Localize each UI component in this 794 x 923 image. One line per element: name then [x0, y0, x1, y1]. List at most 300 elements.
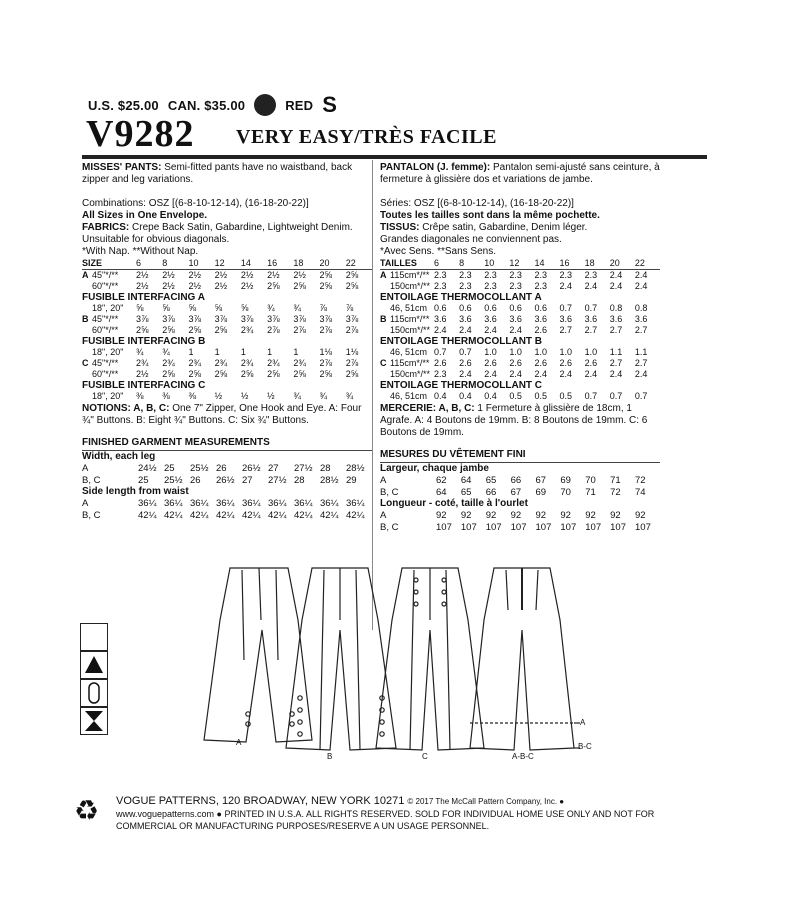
empty-box-icon — [80, 623, 108, 651]
table-cell: 2½ — [136, 270, 149, 280]
fabric-width: 18", 20" — [92, 303, 124, 313]
section-title: FUSIBLE INTERFACING A — [82, 292, 205, 303]
table-cell: 3⅞ — [188, 314, 201, 324]
table-row — [82, 270, 372, 282]
table-cell: 2½ — [240, 270, 254, 280]
table-cell: 2⅝ — [162, 325, 175, 335]
table-cell: 66 — [510, 475, 522, 486]
footer-line-1 — [116, 795, 564, 807]
table-row — [380, 303, 660, 314]
table-cell: 28 — [294, 474, 305, 486]
fabric-width: 60"*/** — [92, 281, 119, 291]
table-cell: 24½ — [138, 463, 157, 474]
table-cell: 2⅞ — [293, 325, 306, 335]
table-cell: 2.4 — [559, 369, 573, 379]
table-cell: 2.6 — [534, 358, 547, 368]
table-cell: 42¼ — [242, 509, 261, 521]
table-cell: 0.6 — [509, 303, 522, 313]
table-cell: 92 — [585, 510, 596, 521]
table-cell: 64 — [460, 475, 472, 486]
table-cell: 2.4 — [459, 369, 472, 379]
fabric-width: 115cm*/** — [390, 358, 430, 368]
table-cell: 92 — [610, 510, 621, 521]
table-cell: 72 — [635, 475, 646, 486]
table-cell: 2⅞ — [345, 358, 359, 368]
table-cell: 3⅞ — [345, 314, 359, 324]
view-letter — [82, 325, 92, 336]
table-cell: 2.3 — [509, 281, 522, 291]
en-description — [82, 162, 372, 186]
table-cell: 2⅝ — [136, 325, 149, 335]
table-cell: 36¼ — [268, 498, 287, 509]
table-cell: 3.6 — [534, 314, 547, 324]
fr-fabrics-label: TISSUS: — [380, 222, 420, 233]
table-row — [380, 358, 660, 369]
table-cell: 2¾ — [214, 358, 228, 368]
table-cell: 27 — [242, 474, 253, 486]
table-cell: ⅞ — [319, 303, 328, 313]
table-cell: 0.5 — [534, 391, 547, 401]
view-letter — [380, 281, 390, 292]
table-cell: 2.7 — [609, 358, 623, 368]
table-cell: 2⅝ — [267, 281, 280, 291]
fabric-width: 45"*/** — [92, 358, 119, 368]
section-title: ENTOILAGE THERMOCOLLANT B — [380, 336, 543, 347]
table-cell: ⅝ — [136, 303, 144, 313]
table-cell: 3.6 — [609, 314, 623, 324]
table-cell: 1 — [214, 347, 220, 357]
table-cell: 27 — [268, 463, 279, 474]
table-cell: 0.7 — [584, 391, 598, 401]
table-cell: 2.4 — [634, 270, 648, 280]
view-letter: B, C — [380, 521, 399, 533]
fr-side-table — [380, 510, 660, 533]
table-cell: 2.6 — [484, 358, 497, 368]
table-cell: 2.6 — [534, 325, 547, 335]
table-cell: 26 — [216, 463, 227, 474]
header-rule — [82, 155, 707, 159]
table-cell: ⅝ — [162, 303, 170, 313]
table-cell: 2.3 — [509, 270, 522, 280]
table-cell: 2.3 — [434, 369, 447, 379]
color-label: RED — [285, 97, 314, 113]
fr-nap: *Avec Sens. **Sans Sens. — [380, 246, 496, 257]
table-cell: 28½ — [346, 463, 365, 474]
view-letter: A — [380, 510, 387, 521]
table-cell: 1.1 — [609, 347, 623, 357]
table-cell: 1.0 — [534, 347, 547, 357]
table-cell: 2.6 — [459, 358, 472, 368]
table-cell: 1.0 — [559, 347, 573, 357]
table-cell: 1⅛ — [345, 347, 359, 357]
size-header: 22 — [345, 258, 356, 268]
table-cell: 107 — [436, 521, 452, 533]
table-row — [82, 358, 372, 369]
table-cell: 2.7 — [559, 325, 573, 335]
table-cell: 2.3 — [534, 270, 547, 280]
table-cell: 66 — [485, 486, 497, 498]
table-cell: 2.4 — [609, 270, 623, 280]
table-cell: 2.7 — [634, 358, 648, 368]
table-cell: 64 — [436, 486, 447, 498]
size-label: TAILLES — [380, 258, 417, 268]
table-cell: 42¼ — [346, 509, 365, 521]
table-cell: ½ — [214, 391, 223, 401]
table-cell: 1 — [293, 347, 299, 357]
fabric-width: 150cm*/** — [390, 325, 431, 335]
section-row — [380, 292, 660, 303]
view-letter: A — [82, 270, 89, 280]
table-cell: 65 — [485, 475, 497, 486]
table-cell: 2.6 — [584, 358, 598, 368]
table-cell: 2¾ — [240, 325, 254, 335]
footer-address: VOGUE PATTERNS, 120 BROADWAY, NEW YORK 10271 — [116, 795, 405, 807]
table-cell: 0.7 — [559, 303, 573, 313]
view-back-drawing — [470, 568, 580, 750]
table-cell: 2¾ — [267, 358, 280, 368]
table-cell: 3⅞ — [214, 314, 228, 324]
table-cell: 71 — [610, 475, 621, 486]
size-label: SIZE — [82, 258, 103, 268]
view-letter: A — [380, 270, 387, 280]
table-cell: 3.6 — [559, 314, 573, 324]
table-cell: 70 — [560, 486, 571, 498]
table-cell: ½ — [267, 391, 275, 401]
table-cell: 2⅝ — [214, 325, 228, 335]
table-cell: 0.6 — [484, 303, 497, 313]
table-cell: 92 — [560, 510, 571, 521]
table-cell: 2⅝ — [319, 270, 333, 280]
table-cell: 2.3 — [559, 270, 573, 280]
fr-side-title: Longueur - coté, taille à l'ourlet — [380, 498, 528, 509]
table-cell: 2.4 — [484, 325, 497, 335]
table-cell: 0.4 — [459, 391, 472, 401]
table-cell: ¾ — [267, 303, 275, 313]
fabric-width: 60"*/** — [92, 369, 119, 379]
table-cell: 0.4 — [484, 391, 497, 401]
section-title: FUSIBLE INTERFACING B — [82, 336, 206, 347]
hourglass-icon — [80, 707, 108, 735]
table-cell: 62 — [436, 475, 447, 486]
fr-fgm-title: MESURES DU VÊTEMENT FINI — [380, 449, 660, 463]
fr-desc-title: PANTALON (J. femme): — [380, 162, 491, 173]
view-letter: B — [82, 314, 89, 324]
table-cell: 26½ — [216, 474, 235, 486]
table-cell: ¾ — [345, 391, 354, 401]
table-cell: 107 — [460, 521, 477, 533]
table-cell: ⅝ — [214, 303, 223, 313]
table-cell: ¾ — [293, 303, 301, 313]
table-cell: 2½ — [188, 281, 201, 291]
table-cell: 2.3 — [459, 281, 472, 291]
table-cell: 2.7 — [634, 325, 648, 335]
table-cell: 42¼ — [268, 509, 287, 521]
en-notions-label: NOTIONS: A, B, C: — [82, 403, 170, 414]
fabric-width: 115cm*/** — [390, 314, 430, 324]
table-cell: 2⅝ — [319, 281, 333, 291]
table-row — [82, 369, 372, 380]
size-header: 10 — [484, 258, 495, 268]
fabric-width: 115cm*/** — [390, 270, 430, 280]
table-cell: 69 — [560, 475, 571, 486]
table-cell: 1⅛ — [319, 347, 333, 357]
table-cell: 2.4 — [609, 369, 623, 379]
table-cell: 36¼ — [320, 498, 339, 509]
table-row — [380, 475, 660, 487]
table-cell: 2½ — [267, 270, 280, 280]
fabric-width: 150cm*/** — [390, 369, 431, 379]
fabric-width: 46, 51cm — [390, 303, 428, 313]
table-cell: 29 — [346, 474, 357, 486]
table-cell: 2.6 — [559, 358, 573, 368]
triangle-up-icon — [80, 651, 108, 679]
table-cell: 107 — [485, 521, 502, 533]
table-cell: 27½ — [268, 474, 287, 486]
hem-mark-bc: B-C — [578, 742, 592, 751]
english-column — [82, 162, 372, 521]
view-letter — [380, 303, 390, 314]
table-cell: 72 — [610, 486, 621, 498]
en-fabrics-label: FABRICS: — [82, 222, 130, 233]
fr-fabrics — [380, 222, 660, 234]
table-cell: ½ — [240, 391, 249, 401]
table-cell: 107 — [635, 521, 651, 533]
view-letter: A — [380, 475, 387, 486]
table-cell: ⅜ — [136, 391, 144, 401]
en-fabrics — [82, 222, 372, 234]
fr-width-table — [380, 475, 660, 498]
table-cell: 92 — [535, 510, 547, 521]
table-cell: 71 — [585, 486, 596, 498]
table-cell: 69 — [535, 486, 547, 498]
fabric-width: 18", 20" — [92, 347, 124, 357]
pants-illustrations — [190, 560, 610, 770]
fr-yardage-table — [380, 258, 660, 402]
size-header: 6 — [434, 258, 440, 268]
size-header: 16 — [267, 258, 278, 268]
table-cell: 2.3 — [534, 281, 547, 291]
table-cell: 2⅝ — [267, 369, 280, 379]
table-cell: 0.6 — [534, 303, 547, 313]
size-header-row — [380, 258, 660, 270]
section-title: FUSIBLE INTERFACING C — [82, 380, 206, 391]
table-cell: 36¼ — [294, 498, 313, 509]
table-cell: 2.3 — [484, 281, 497, 291]
en-notions — [82, 403, 372, 427]
table-cell: 2½ — [162, 281, 175, 291]
size-header: 14 — [534, 258, 545, 268]
price-letter: S — [322, 92, 338, 117]
table-cell: 2¾ — [293, 358, 306, 368]
size-header-row — [82, 258, 372, 270]
table-row — [82, 314, 372, 325]
hem-mark-a: A — [580, 718, 586, 727]
table-cell: 92 — [460, 510, 472, 521]
fr-notions — [380, 403, 660, 439]
view-letter: B, C — [82, 509, 101, 521]
table-cell: 2.3 — [434, 270, 447, 280]
en-width-title: Width, each leg — [82, 451, 156, 462]
size-header: 12 — [214, 258, 225, 268]
table-cell: ¾ — [293, 391, 301, 401]
table-cell: 92 — [635, 510, 646, 521]
table-row — [82, 303, 372, 314]
table-cell: 2.4 — [559, 281, 573, 291]
table-cell: 92 — [436, 510, 447, 521]
table-cell: 74 — [635, 486, 646, 498]
table-cell: 0.8 — [634, 303, 648, 313]
fr-description — [380, 162, 660, 186]
table-row — [380, 510, 660, 522]
table-cell: 25½ — [164, 474, 183, 486]
table-row — [82, 281, 372, 292]
table-cell: 3⅞ — [293, 314, 306, 324]
table-cell: 107 — [610, 521, 626, 533]
fr-unsuitable: Grandes diagonales ne conviennent pas. — [380, 234, 562, 245]
table-row — [82, 347, 372, 358]
table-cell: 2¾ — [240, 358, 254, 368]
view-letter: A — [82, 498, 89, 509]
table-cell: 2½ — [240, 281, 254, 291]
table-cell: 3⅞ — [240, 314, 254, 324]
en-notions-text: One 7" Zipper, One Hook and Eye. A: Four ¾" Buttons. B: Eight ¾" Buttons. C: Six ¾" Buttons. — [82, 403, 362, 426]
en-desc-text: Semi-fitted pants have no waistband, back zipper and leg variations. — [82, 162, 353, 185]
section-row — [82, 380, 372, 391]
table-cell: 2¾ — [136, 358, 149, 368]
size-header: 8 — [162, 258, 168, 268]
section-row — [82, 292, 372, 303]
table-row — [380, 487, 660, 499]
view-letter: B, C — [82, 474, 101, 486]
table-cell: 2.4 — [484, 369, 497, 379]
table-cell: 2.6 — [434, 358, 447, 368]
table-cell: 2.4 — [609, 281, 623, 291]
view-letter: C — [380, 358, 387, 368]
fabric-width: 60"*/** — [92, 325, 119, 335]
en-unsuitable: Unsuitable for obvious diagonals. — [82, 234, 230, 245]
table-cell: 107 — [585, 521, 602, 533]
view-b-label: B — [327, 752, 333, 761]
view-letter — [82, 391, 92, 402]
table-cell: ⅝ — [240, 303, 249, 313]
table-cell: 2¾ — [162, 358, 175, 368]
en-nap: *With Nap. **Without Nap. — [82, 246, 199, 257]
size-header: 8 — [459, 258, 465, 268]
table-cell: 67 — [510, 486, 522, 498]
view-letter — [380, 347, 390, 358]
table-cell: 3⅞ — [267, 314, 280, 324]
table-cell: ⅞ — [345, 303, 354, 313]
table-cell: 0.7 — [434, 347, 447, 357]
table-cell: 27½ — [294, 463, 313, 474]
table-cell: 1.0 — [584, 347, 598, 357]
fabric-width: 18", 20" — [92, 391, 124, 401]
en-all-sizes: All Sizes in One Envelope. — [82, 210, 208, 221]
table-cell: 92 — [485, 510, 497, 521]
table-cell: 2.4 — [584, 281, 598, 291]
recycle-icon: ♻ — [74, 795, 100, 826]
table-cell: 2.3 — [459, 270, 472, 280]
fabric-width: 46, 51cm — [390, 347, 428, 357]
view-letter — [82, 347, 92, 358]
table-cell: 3.6 — [459, 314, 472, 324]
size-header: 16 — [559, 258, 570, 268]
table-cell: 25 — [138, 474, 149, 486]
size-header: 6 — [136, 258, 142, 268]
table-cell: 2.7 — [584, 325, 598, 335]
size-header: 12 — [509, 258, 520, 268]
table-cell: 36¼ — [346, 498, 365, 509]
table-cell: 3⅞ — [162, 314, 175, 324]
fabric-width: 46, 51cm — [390, 391, 428, 401]
fr-desc-text: Pantalon semi-ajusté sans ceinture, à fermeture à glissière dos et variations de jambe. — [380, 162, 660, 185]
table-cell: 107 — [510, 521, 527, 533]
table-cell: 1 — [240, 347, 246, 357]
view-letter — [380, 325, 390, 336]
table-cell: 36¼ — [138, 498, 157, 509]
table-cell: 2.4 — [584, 369, 598, 379]
table-cell: ¾ — [136, 347, 144, 357]
table-cell: 2.7 — [609, 325, 623, 335]
fr-fabrics-text: Crêpe satin, Gabardine, Denim léger. — [422, 222, 588, 233]
table-cell: 36¼ — [190, 498, 209, 509]
table-cell: 0.6 — [459, 303, 472, 313]
table-cell: 0.7 — [459, 347, 472, 357]
table-cell: 36¼ — [164, 498, 183, 509]
en-fabrics-text: Crepe Back Satin, Gabardine, Lightweight Denim. — [132, 222, 353, 233]
table-cell: 3.6 — [634, 314, 648, 324]
fr-combinations: Séries: OSZ [(6-8-10-12-14), (16-18-20-22)] — [380, 198, 574, 209]
view-letter: A — [82, 463, 89, 474]
footer-line-2: www.voguepatterns.com ● PRINTED IN U.S.A. ALL RIGHTS RESERVED. SOLD FOR INDIVIDUAL HOME USE ONLY AND NOT FOR — [116, 809, 655, 819]
en-side-title: Side length from waist — [82, 486, 189, 497]
en-desc-title: MISSES' PANTS: — [82, 162, 162, 173]
section-row — [380, 336, 660, 347]
table-cell: 28 — [320, 463, 331, 474]
table-cell: 2⅞ — [319, 325, 333, 335]
table-cell: 0.6 — [434, 303, 447, 313]
table-cell: 2½ — [136, 281, 149, 291]
section-row — [82, 336, 372, 347]
table-row — [82, 463, 372, 475]
view-a-label: A — [236, 738, 242, 747]
table-row — [380, 314, 660, 325]
table-row — [82, 391, 372, 402]
en-fgm-title: FINISHED GARMENT MEASUREMENTS — [82, 437, 372, 451]
table-cell: 2⅝ — [293, 281, 306, 291]
difficulty-label: VERY EASY/TRÈS FACILE — [236, 126, 497, 148]
table-cell: 26½ — [242, 463, 261, 474]
en-width-table — [82, 463, 372, 486]
table-row — [82, 325, 372, 336]
table-cell: 2⅝ — [188, 325, 201, 335]
table-row — [380, 391, 660, 402]
table-row — [380, 281, 660, 292]
view-letter: B — [380, 314, 387, 324]
table-cell: 2.3 — [484, 270, 497, 280]
table-cell: 2⅞ — [345, 325, 359, 335]
table-cell: 1.1 — [634, 347, 648, 357]
section-title: ENTOILAGE THERMOCOLLANT A — [380, 292, 542, 303]
price-can: CAN. $35.00 — [167, 97, 246, 113]
fr-all-sizes: Toutes les tailles sont dans la même pochette. — [380, 210, 600, 221]
view-letter — [380, 391, 390, 402]
table-cell: 0.5 — [509, 391, 522, 401]
table-cell: 42¼ — [190, 509, 209, 521]
table-row — [82, 510, 372, 522]
table-cell: 2⅝ — [345, 270, 359, 280]
table-cell: 2½ — [162, 270, 175, 280]
